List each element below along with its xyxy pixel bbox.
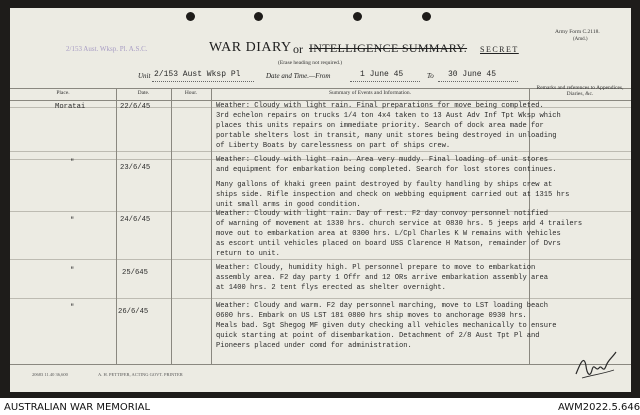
army-form-number: Army Form C.2118.: [555, 29, 600, 35]
form-title-struck: INTELLIGENCE SUMMARY.: [309, 41, 468, 55]
summary-line: of Liberty Boats by carelessness on part of ships crew.: [216, 141, 451, 150]
summary-line: portable shelters lost in transit, many unit stores being destroyed in unloading: [216, 131, 557, 140]
entry-summary: [216, 264, 548, 294]
printer-imprint: A. H. PETTIFER, ACTING GOVT. PRINTER: [98, 372, 183, 377]
column-header-hour: Hour.: [184, 90, 198, 96]
form-title-war-diary: WAR DIARY: [209, 40, 292, 55]
entry-summary: [216, 102, 561, 152]
summary-line: 0600 hrs. Embark on US LST 181 0800 hrs ship moves to anchorage 0930 hrs.: [216, 311, 527, 320]
army-form-note: (Amd.): [573, 37, 588, 42]
unit-label: Unit: [138, 72, 151, 80]
table-bottom-rule: [10, 364, 631, 365]
entry-date: 23/6/45: [120, 164, 151, 172]
unit-stamp: 2/153 Aust. Wksp. Pl. A.S.C.: [66, 45, 148, 53]
summary-line: Weather: Cloudy with light rain. Area very muddy. Final loading of unit stores: [216, 156, 549, 164]
entry-place: Moratai: [55, 103, 86, 111]
column-header-date: Date.: [137, 90, 150, 96]
to-line: [438, 81, 518, 82]
entry-place: ": [70, 159, 75, 167]
entry-place: ": [70, 217, 75, 225]
secret-marking: SECRET: [480, 45, 519, 54]
punch-hole: [254, 12, 263, 21]
to-date: 30 June 45: [448, 70, 497, 79]
column-header-place: Place.: [56, 90, 70, 96]
from-date: 1 June 45: [360, 70, 404, 79]
entry-date: 24/6/45: [120, 216, 151, 224]
footer-institution: AUSTRALIAN WAR MEMORIAL: [4, 402, 151, 413]
summary-line: places this units repairs on immediate priority. Search of dock area made for: [216, 121, 544, 130]
date-time-label: Date and Time.—From: [266, 72, 331, 80]
footer-accession-number: AWM2022.5.646: [558, 402, 640, 413]
summary-line: as escort until vehicles placed on board USS Clarence H Matson, remainder of Dvrs: [216, 239, 561, 248]
form-subtitle: (Erase heading not required.): [278, 60, 343, 66]
summary-line: quick starting at point of disembarkation. Detachment of 2/8 Aust Tpt Pl and: [216, 331, 540, 340]
to-label: To: [427, 72, 434, 80]
printer-code: 20683 11.40 36,600: [32, 372, 68, 377]
summary-line: Weather: Cloudy with light rain. Final preparations for move being completed.: [216, 102, 544, 110]
entry-summary: [216, 210, 582, 260]
summary-line: Weather: Cloudy and warm. F2 day personnel marching, move to LST loading beach: [216, 302, 549, 310]
form-title-or: or: [293, 42, 303, 56]
column-divider: [211, 88, 212, 364]
punch-hole: [422, 12, 431, 21]
punch-hole: [186, 12, 195, 21]
entry-place: ": [70, 267, 75, 275]
entry-summary: [216, 156, 569, 211]
unit-line: [152, 81, 254, 82]
summary-line: Weather: Cloudy, humidity high. Pl personnel prepare to move to embarkation: [216, 264, 536, 272]
officer-signature: [572, 344, 622, 384]
entry-date: 26/6/45: [118, 308, 149, 316]
summary-line: Weather: Cloudy with light rain. Day of rest. F2 day convoy personnel notified: [216, 210, 549, 218]
table-header-rule: [10, 100, 631, 101]
column-divider: [116, 88, 117, 364]
summary-line: ships side. Rifle inspection and check on webbing equipment carried out at 1315 hrs: [216, 190, 570, 199]
summary-line: at 1400 hrs. 2 tent flys erected as shelter overnight.: [216, 283, 446, 292]
diary-page: [10, 8, 631, 392]
entry-summary: [216, 302, 557, 352]
summary-line: assembly area. F2 day party 1 Offr and 12 ORs arrive embarkation assembly area: [216, 273, 549, 282]
summary-line: of warning of movement at 1330 hrs. church service at 0830 hrs. 5 jeeps and 4 trailers: [216, 219, 583, 228]
entry-place: ": [70, 304, 75, 312]
summary-line: and equipment for embarkation being completed. Search for lost stores continues.: [216, 165, 557, 174]
summary-line: Meals bad. Sgt Shegog MF given duty checking all vehicles mechanically to ensure: [216, 321, 557, 330]
caption-bar: [0, 398, 640, 415]
summary-line: Pioneers placed under comd for administration.: [216, 341, 412, 350]
column-header-summary: Summary of Events and Information.: [328, 90, 412, 96]
column-divider: [171, 88, 172, 364]
summary-line: move out to embarkation area at 0300 hrs. L/Cpl Charles K W remains with vehicles: [216, 229, 561, 238]
unit-value: 2/153 Aust Wksp Pl: [154, 70, 241, 79]
summary-line: unit small arms in good condition.: [216, 200, 361, 209]
entry-date: 25/645: [122, 269, 148, 277]
from-line: [350, 81, 420, 82]
entry-date: 22/6/45: [120, 103, 151, 111]
summary-line: 3rd echelon repairs on trucks 1/4 ton 4x4 taken to 13 Aust Adv Inf Tpt Wksp which: [216, 111, 561, 120]
column-header-remarks: Remarks and references to Appendices, Diaries, &c.: [536, 85, 624, 97]
table-rule: [10, 298, 631, 299]
punch-hole: [353, 12, 362, 21]
summary-line: return to unit.: [216, 249, 280, 258]
summary-line: Many gallons of khaki green paint destroyed by faulty handling by ships crew at: [216, 180, 553, 189]
